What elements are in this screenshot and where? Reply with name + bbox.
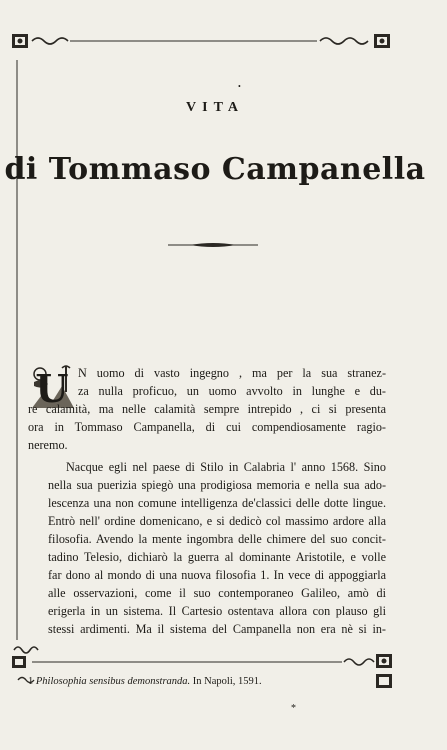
text-line: neremo.: [28, 438, 68, 452]
chapter-title: di Tommaso Campanella: [4, 152, 426, 187]
title-ornament-rule: [168, 240, 258, 250]
top-ornamental-border: [12, 32, 392, 52]
left-border-rule: [14, 60, 20, 640]
text-line: ora in Tommaso Campanella, di cui compendiosamente ragio-: [28, 420, 386, 434]
signature-mark: *: [291, 703, 296, 714]
bottom-ornamental-border: [12, 640, 392, 698]
text-line: nella sua puerizia spiegò una prodigiosa memoria e nella sua ado-: [48, 478, 386, 492]
text-line: Entrò nell' ordine domenicano, e si dedicò col massimo ardore alla: [48, 514, 386, 528]
text-line: za nulla proficuo, un uomo avvolto in lunghe e du-: [78, 384, 386, 398]
text-line: lescenza una non comune intelligenza de'classici delle dotte lingue.: [48, 496, 386, 510]
text-line: N uomo di vasto ingegno , ma per la sua stranez-: [78, 366, 386, 380]
ink-dot: •: [238, 82, 241, 91]
text-line: tadino Telesio, dichiarò la guerra al dominante Aristotile, e volle: [48, 550, 386, 564]
text-line: Nacque egli nel paese di Stilo in Calabria l' anno 1568. Sino: [66, 460, 386, 474]
footnote-marker: 1: [28, 676, 34, 687]
paragraph-2: [28, 458, 386, 638]
biography-text: [28, 364, 386, 638]
text-line: stessi ardimenti. Ma il sistema del Campanella non era nè si in-: [48, 622, 386, 636]
footnote-place-year: In Napoli, 1591.: [192, 676, 262, 687]
text-line: re calamità, ma nelle calamità sempre intrepido , ci si presenta: [28, 402, 386, 416]
footnote: [28, 676, 388, 687]
text-line: erigerla in un sistema. Il Cartesio ostentava allora con plauso gli: [48, 604, 386, 618]
section-label: VITA: [186, 100, 244, 115]
text-line: alle osservazioni, come il suo contemporaneo Galileo, amò di: [48, 586, 386, 600]
footnote-title: Philosophia sensibus demonstranda.: [35, 676, 191, 687]
paragraph-1: [28, 364, 386, 454]
drop-cap-letter: U: [35, 366, 69, 411]
text-line: far dono al mondo di una nuova filosofia 1. In vece di appoggiarla: [48, 568, 386, 582]
text-line: filosofia. Avendo la mente ingombra delle chimere del suo concit-: [48, 532, 386, 546]
